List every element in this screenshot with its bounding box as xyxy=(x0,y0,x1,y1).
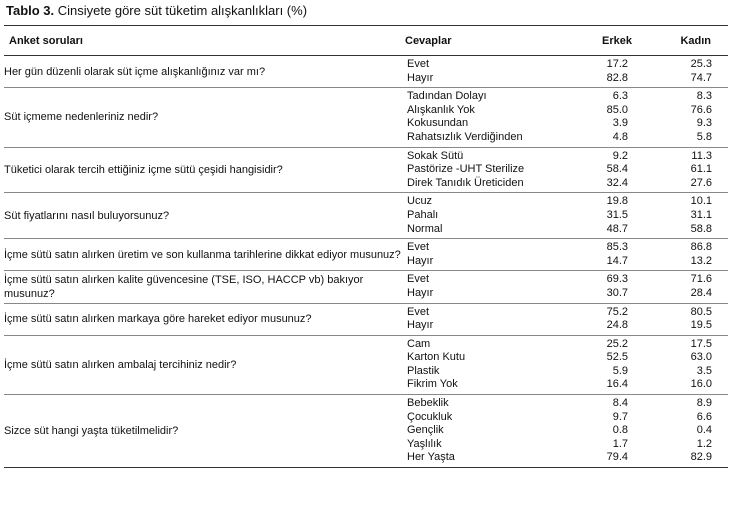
female-value-list xyxy=(639,271,728,302)
female-value: 0.4 xyxy=(696,424,712,437)
table-body xyxy=(4,56,728,468)
table-row xyxy=(4,193,728,239)
female-value: 28.4 xyxy=(690,286,712,299)
answer: Normal xyxy=(407,222,443,235)
male-value: 75.2 xyxy=(606,305,628,318)
male-value-cell xyxy=(560,303,639,335)
answer-cell xyxy=(405,147,560,193)
male-value-cell xyxy=(560,395,639,468)
answer-list xyxy=(405,193,560,238)
male-value-list xyxy=(560,88,639,146)
answer-list xyxy=(405,239,560,270)
answer: Pastörize -UHT Sterilize xyxy=(407,163,525,176)
male-value: 14.7 xyxy=(606,254,628,267)
question-cell: İçme sütü satın alırken kalite güvencesine (TSE, ISO, HACCP vb) bakıyor musunuz? xyxy=(4,273,364,300)
female-value: 1.2 xyxy=(696,437,712,450)
answer: Plastik xyxy=(407,364,440,377)
table-row xyxy=(4,56,728,88)
female-value-list xyxy=(639,193,728,238)
male-value: 8.4 xyxy=(612,397,628,410)
male-value-cell xyxy=(560,239,639,271)
female-value-cell xyxy=(639,88,728,147)
female-value-list xyxy=(639,304,728,335)
male-value: 16.4 xyxy=(606,378,628,391)
male-value: 30.7 xyxy=(606,286,628,299)
answer: Cam xyxy=(407,337,431,350)
answer-list xyxy=(405,88,560,146)
answer: Fikrim Yok xyxy=(407,378,458,391)
table-row xyxy=(4,239,728,271)
answer: Her Yaşta xyxy=(407,451,455,464)
female-value: 82.9 xyxy=(690,451,712,464)
male-value: 4.8 xyxy=(612,130,628,143)
table-row xyxy=(4,271,728,303)
female-value: 80.5 xyxy=(690,305,712,318)
male-value: 6.3 xyxy=(612,90,628,103)
male-value: 31.5 xyxy=(606,208,628,221)
female-value: 63.0 xyxy=(690,351,712,364)
male-value: 82.8 xyxy=(606,71,628,84)
male-value-list xyxy=(560,336,639,394)
female-value: 27.6 xyxy=(690,176,712,189)
table-caption-label: Tablo 3. xyxy=(6,3,55,18)
answer-cell xyxy=(405,193,560,239)
male-value: 9.7 xyxy=(612,410,628,423)
male-value: 19.8 xyxy=(606,195,628,208)
female-value: 71.6 xyxy=(690,273,712,286)
female-value-cell xyxy=(639,239,728,271)
female-value: 25.3 xyxy=(690,58,712,70)
male-value-list xyxy=(560,239,639,270)
table-row xyxy=(4,303,728,335)
male-value: 5.9 xyxy=(612,364,628,377)
female-value-cell xyxy=(639,56,728,88)
female-value-cell xyxy=(639,335,728,394)
female-value: 61.1 xyxy=(690,163,712,176)
answer-cell xyxy=(405,271,560,303)
male-value: 3.9 xyxy=(612,117,628,130)
answer-list xyxy=(405,271,560,302)
answer-cell xyxy=(405,56,560,88)
male-value-cell xyxy=(560,335,639,394)
male-value: 52.5 xyxy=(606,351,628,364)
answer: Pahalı xyxy=(407,208,439,221)
male-value: 25.2 xyxy=(606,337,628,350)
question-cell: Sizce süt hangi yaşta tüketilmelidir? xyxy=(4,425,179,438)
table-caption-text: Cinsiyete göre süt tüketim alışkanlıkları (%) xyxy=(54,3,308,18)
male-value-cell xyxy=(560,193,639,239)
male-value-list xyxy=(560,271,639,302)
male-value: 69.3 xyxy=(606,273,628,286)
answer: Tadından Dolayı xyxy=(407,90,487,103)
female-value-cell xyxy=(639,395,728,468)
female-value: 31.1 xyxy=(690,208,712,221)
answer: Çocukluk xyxy=(407,410,453,423)
female-value: 58.8 xyxy=(690,222,712,235)
female-value: 8.3 xyxy=(696,90,712,103)
female-value: 17.5 xyxy=(690,337,712,350)
table-row xyxy=(4,88,728,147)
female-value: 74.7 xyxy=(690,71,712,84)
female-value: 11.3 xyxy=(691,149,712,162)
answer-list xyxy=(405,148,560,193)
female-value-list xyxy=(639,239,728,270)
header-male: Erkek xyxy=(602,34,632,47)
male-value-cell xyxy=(560,88,639,147)
male-value: 58.4 xyxy=(606,163,628,176)
male-value-list xyxy=(560,395,639,467)
female-value-list xyxy=(639,56,728,87)
question-cell: İçme sütü satın alırken üretim ve son kullanma tarihlerine dikkat ediyor musunuz? xyxy=(4,248,401,261)
answer: Hayır xyxy=(407,71,434,84)
answer: Hayır xyxy=(407,286,434,299)
female-value-list xyxy=(639,336,728,394)
header-question: Anket soruları xyxy=(9,34,83,47)
answer-cell xyxy=(405,395,560,468)
answer-cell xyxy=(405,88,560,147)
answer: Direk Tanıdık Üreticiden xyxy=(407,176,524,189)
female-value-list xyxy=(639,395,728,467)
male-value-cell xyxy=(560,56,639,88)
answer: Evet xyxy=(407,273,430,286)
male-value: 32.4 xyxy=(606,176,628,189)
female-value-cell xyxy=(639,193,728,239)
female-value-cell xyxy=(639,147,728,193)
male-value-list xyxy=(560,148,639,193)
male-value-list xyxy=(560,56,639,87)
answer-list xyxy=(405,336,560,394)
male-value: 0.8 xyxy=(612,424,628,437)
answer: Bebeklik xyxy=(407,397,449,410)
answer: Evet xyxy=(407,305,430,318)
answer-cell xyxy=(405,335,560,394)
male-value: 85.0 xyxy=(606,103,628,116)
answer-list xyxy=(405,304,560,335)
table-row xyxy=(4,395,728,468)
answer: Rahatsızlık Verdiğinden xyxy=(407,130,523,143)
answer: Evet xyxy=(407,241,430,254)
answer-cell xyxy=(405,303,560,335)
answer: Hayır xyxy=(407,254,434,267)
answer: Karton Kutu xyxy=(407,351,466,364)
table-header-row xyxy=(4,26,728,56)
male-value-list xyxy=(560,193,639,238)
answer: Evet xyxy=(407,58,430,70)
male-value: 79.4 xyxy=(606,451,628,464)
female-value-cell xyxy=(639,271,728,303)
female-value: 8.9 xyxy=(696,397,712,410)
question-cell: Süt içmeme nedenleriniz nedir? xyxy=(4,111,159,124)
female-value: 76.6 xyxy=(690,103,712,116)
female-value-cell xyxy=(639,303,728,335)
male-value: 1.7 xyxy=(612,437,628,450)
female-value: 5.8 xyxy=(696,130,712,143)
female-value: 19.5 xyxy=(690,319,712,332)
answer: Ucuz xyxy=(407,195,433,208)
male-value-cell xyxy=(560,147,639,193)
survey-table xyxy=(4,25,728,468)
male-value: 48.7 xyxy=(606,222,628,235)
female-value: 3.5 xyxy=(696,364,712,377)
answer-cell xyxy=(405,239,560,271)
answer-list xyxy=(405,395,560,467)
female-value: 10.1 xyxy=(690,195,712,208)
table-row xyxy=(4,147,728,193)
question-cell: İçme sütü satın alırken ambalaj tercihiniz nedir? xyxy=(4,358,237,371)
answer: Sokak Sütü xyxy=(407,149,464,162)
answer: Kokusundan xyxy=(407,117,469,130)
male-value-list xyxy=(560,304,639,335)
question-cell: Her gün düzenli olarak süt içme alışkanlığınız var mı? xyxy=(4,65,266,78)
female-value: 13.2 xyxy=(690,254,712,267)
female-value-list xyxy=(639,148,728,193)
question-cell: Tüketici olarak tercih ettiğiniz içme sütü çeşidi hangisidir? xyxy=(4,163,283,176)
question-cell: Süt fiyatlarını nasıl buluyorsunuz? xyxy=(4,209,170,222)
female-value: 6.6 xyxy=(696,410,712,423)
answer: Hayır xyxy=(407,319,434,332)
table-caption xyxy=(6,3,307,19)
female-value: 86.8 xyxy=(690,241,712,254)
female-value-list xyxy=(639,88,728,146)
header-answer: Cevaplar xyxy=(405,34,452,47)
answer: Alışkanlık Yok xyxy=(407,103,475,116)
female-value: 16.0 xyxy=(690,378,712,391)
table-row xyxy=(4,335,728,394)
female-value: 9.3 xyxy=(696,117,712,130)
male-value-cell xyxy=(560,271,639,303)
male-value: 85.3 xyxy=(606,241,628,254)
question-cell: İçme sütü satın alırken markaya göre hareket ediyor musunuz? xyxy=(4,313,312,326)
male-value: 9.2 xyxy=(612,149,628,162)
male-value: 17.2 xyxy=(606,58,628,70)
male-value: 24.8 xyxy=(606,319,628,332)
header-female: Kadın xyxy=(680,34,711,47)
answer: Yaşlılık xyxy=(407,437,442,450)
answer: Gençlik xyxy=(407,424,444,437)
answer-list xyxy=(405,56,560,87)
